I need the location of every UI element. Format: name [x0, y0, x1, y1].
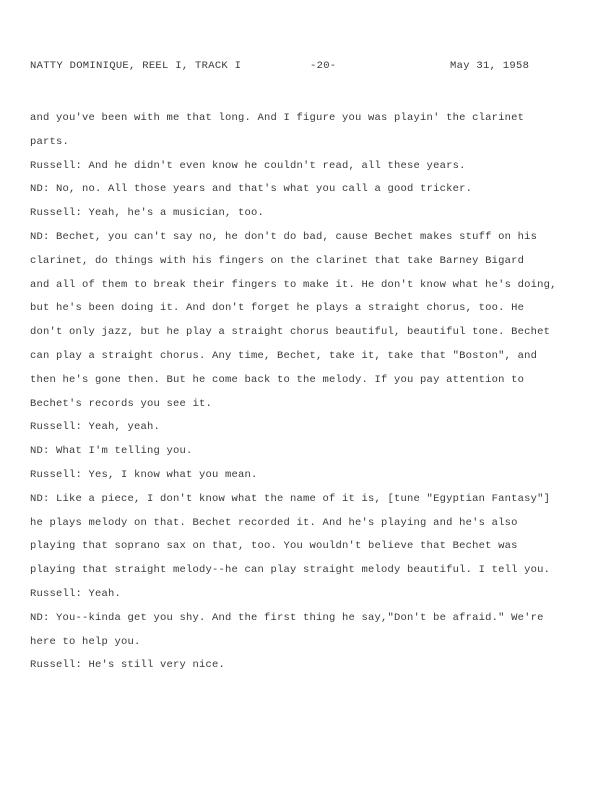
page-header	[30, 60, 530, 78]
header-title: NATTY DOMINIQUE, REEL I, TRACK I	[30, 60, 242, 72]
transcript-line: ND: Like a piece, I don't know what the name of it is, [tune "Egyptian Fantasy"]	[30, 492, 551, 505]
transcript-line: but he's been doing it. And don't forget he plays a straight chorus, too. He	[30, 302, 525, 315]
page-number: -20-	[310, 60, 337, 72]
transcript-line: and all of them to break their fingers to make it. He don't know what he's doing,	[30, 278, 557, 291]
transcript-line: playing that soprano sax on that, too. You wouldn't believe that Bechet was	[30, 540, 518, 553]
transcript-line: ND: Bechet, you can't say no, he don't do bad, cause Bechet makes stuff on his	[30, 230, 538, 243]
transcript-line: Russell: Yeah, yeah.	[30, 421, 161, 434]
transcript-line: and you've been with me that long. And I figure you was playin' the clarinet	[30, 112, 525, 124]
transcript-line: don't only jazz, but he play a straight chorus beautiful, beautiful tone. Bechet	[30, 326, 551, 339]
transcript-line: ND: No, no. All those years and that's what you call a good tricker.	[30, 183, 473, 196]
transcript-body	[30, 107, 557, 678]
transcript-line: Russell: Yes, I know what you mean.	[30, 468, 258, 481]
transcript-line: Russell: He's still very nice.	[30, 659, 226, 672]
transcript-line: here to help you.	[30, 635, 141, 648]
transcript-line: can play a straight chorus. Any time, Bechet, take it, take that "Boston", and	[30, 349, 538, 362]
transcript-line: clarinet, do things with his fingers on the clarinet that take Barney Bigard	[30, 254, 525, 267]
transcript-line: ND: You--kinda get you shy. And the first thing he say,"Don't be afraid." We're	[30, 611, 544, 624]
header-date: May 31, 1958	[450, 60, 530, 72]
transcript-line: parts.	[30, 135, 70, 148]
transcript-line: then he's gone then. But he come back to the melody. If you pay attention to	[30, 373, 525, 386]
transcript-line: Russell: Yeah, he's a musician, too.	[30, 207, 265, 220]
transcript-line: Russell: And he didn't even know he couldn't read, all these years.	[30, 159, 466, 172]
transcript-line: Russell: Yeah.	[30, 587, 122, 600]
transcript-line: playing that straight melody--he can play straight melody beautiful. I tell you.	[30, 564, 551, 577]
transcript-line: he plays melody on that. Bechet recorded it. And he's playing and he's also	[30, 516, 518, 529]
transcript-line: ND: What I'm telling you.	[30, 445, 193, 458]
transcript-line: Bechet's records you see it.	[30, 397, 213, 410]
